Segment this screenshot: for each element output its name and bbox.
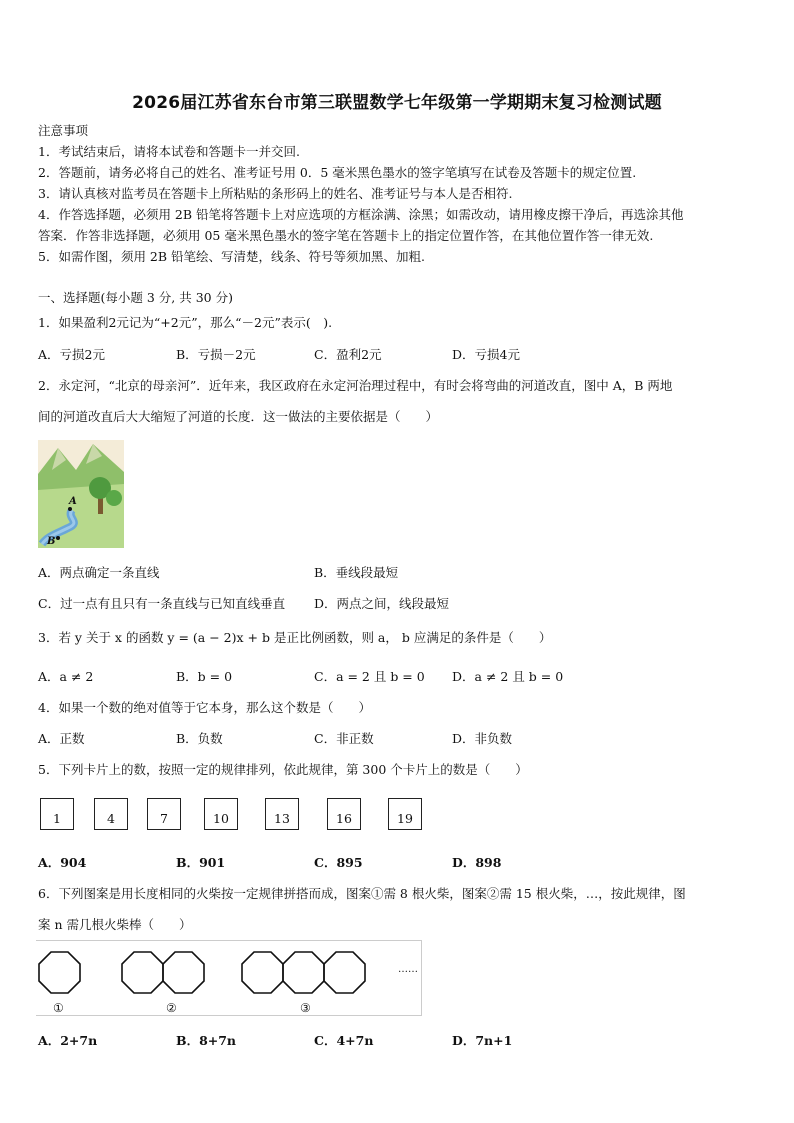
question-4-stem: 4．如果一个数的绝对值等于它本身，那么这个数是（ ）: [38, 700, 371, 715]
point-b-marker: [56, 536, 60, 540]
q4-option-b: B．负数: [176, 731, 223, 746]
q6-option-d: D．7n+1: [452, 1033, 513, 1048]
number-card: 16: [327, 798, 361, 830]
q4-option-d: D．非负数: [452, 731, 513, 746]
page-title: 2026届江苏省东台市第三联盟数学七年级第一学期期末复习检测试题: [132, 93, 662, 113]
q5-option-c: C．895: [314, 855, 363, 870]
number-card: 10: [204, 798, 238, 830]
matchstick-octagons-figure: [36, 940, 422, 1018]
figure-label-2: ②: [166, 1001, 177, 1015]
point-a-label: A: [69, 496, 77, 507]
figure-label-1: ①: [53, 1001, 64, 1015]
question-6-stem: 6．下列图案是用长度相同的火柴按一定规律拼搭而成，图案①需 8 根火柴，图案②需 15 根火柴，…，按此规律，图: [38, 886, 686, 901]
octagon-shape: [163, 952, 204, 993]
q3-option-b: B．b = 0: [176, 669, 233, 684]
note-item: 1．考试结束后，请将本试卷和答题卡一并交回.: [38, 144, 300, 159]
q5-option-d: D．898: [452, 855, 502, 870]
q3-option-c: C．a = 2 且 b = 0: [314, 669, 425, 684]
point-b-label: B: [47, 536, 56, 547]
question-3-stem: 3．若 y 关于 x 的函数 y = (a − 2)x + b 是正比例函数，则 a， b 应满足的条件是（ ）: [38, 630, 552, 645]
river-illustration: [38, 440, 124, 548]
q3-option-a: A．a ≠ 2: [38, 669, 94, 684]
q1-option-b: B．亏损－2元: [176, 347, 256, 362]
octagon-shape: [324, 952, 365, 993]
octagon-shape: [122, 952, 163, 993]
q2-option-d: D．两点之间，线段最短: [314, 596, 450, 611]
q4-option-c: C．非正数: [314, 731, 374, 746]
figure-label-3: ③: [300, 1001, 311, 1015]
question-2-stem-cont: 间的河道改直后大大缩短了河道的长度．这一做法的主要依据是（ ）: [38, 409, 439, 424]
number-card: 4: [94, 798, 128, 830]
q2-option-c: C．过一点有且只有一条直线与已知直线垂直: [38, 596, 286, 611]
note-item: 答案．作答非选择题，必须用 05 毫米黑色墨水的签字笔在答题卡上的指定位置作答，在其他位置作答一律无效.: [38, 228, 654, 243]
q6-option-b: B．8+7n: [176, 1033, 237, 1048]
q6-option-c: C．4+7n: [314, 1033, 374, 1048]
notes-heading: 注意事项: [38, 123, 89, 138]
question-1-stem: 1．如果盈利2元记为“+2元”，那么“－2元”表示( ).: [38, 315, 333, 330]
octagon-shape: [283, 952, 324, 993]
q1-option-d: D．亏损4元: [452, 347, 520, 362]
number-card: 19: [388, 798, 422, 830]
pattern-ellipsis: ……: [398, 964, 418, 975]
question-5-stem: 5．下列卡片上的数，按照一定的规律排列，依此规律，第 300 个卡片上的数是（ ）: [38, 762, 528, 777]
number-card: 7: [147, 798, 181, 830]
note-item: 5．如需作图，须用 2B 铅笔绘、写清楚，线条、符号等须加黑、加粗.: [38, 249, 426, 264]
number-card: 1: [40, 798, 74, 830]
question-2-stem: 2．永定河，“北京的母亲河”．近年来，我区政府在永定河治理过程中，有时会将弯曲的河道改直，图中 A，B 两地: [38, 378, 673, 393]
note-item: 3．请认真核对监考员在答题卡上所粘贴的条形码上的姓名、准考证号与本人是否相符.: [38, 186, 513, 201]
section-heading: 一、选择题(每小题 3 分, 共 30 分): [38, 290, 233, 305]
note-item: 2．答题前，请务必将自己的姓名、准考证号用 0．5 毫米黑色墨水的签字笔填写在试卷及答题卡的规定位置.: [38, 165, 637, 180]
q5-option-a: A．904: [38, 855, 87, 870]
q6-option-a: A．2+7n: [38, 1033, 98, 1048]
question-6-stem-cont: 案 n 需几根火柴棒（ ）: [38, 917, 192, 932]
number-card: 13: [265, 798, 299, 830]
q4-option-a: A．正数: [38, 731, 85, 746]
q1-option-c: C．盈利2元: [314, 347, 382, 362]
octagon-shape: [242, 952, 283, 993]
q2-option-a: A．两点确定一条直线: [38, 565, 160, 580]
point-a-marker: [68, 507, 72, 511]
q3-option-d: D．a ≠ 2 且 b = 0: [452, 669, 564, 684]
q5-option-b: B．901: [176, 855, 226, 870]
note-item: 4．作答选择题，必须用 2B 铅笔将答题卡上对应选项的方框涂满、涂黑；如需改动，请用橡皮擦干净后，再选涂其他: [38, 207, 684, 222]
q1-option-a: A．亏损2元: [38, 347, 105, 362]
octagon-shape: [39, 952, 80, 993]
q2-option-b: B．垂线段最短: [314, 565, 399, 580]
